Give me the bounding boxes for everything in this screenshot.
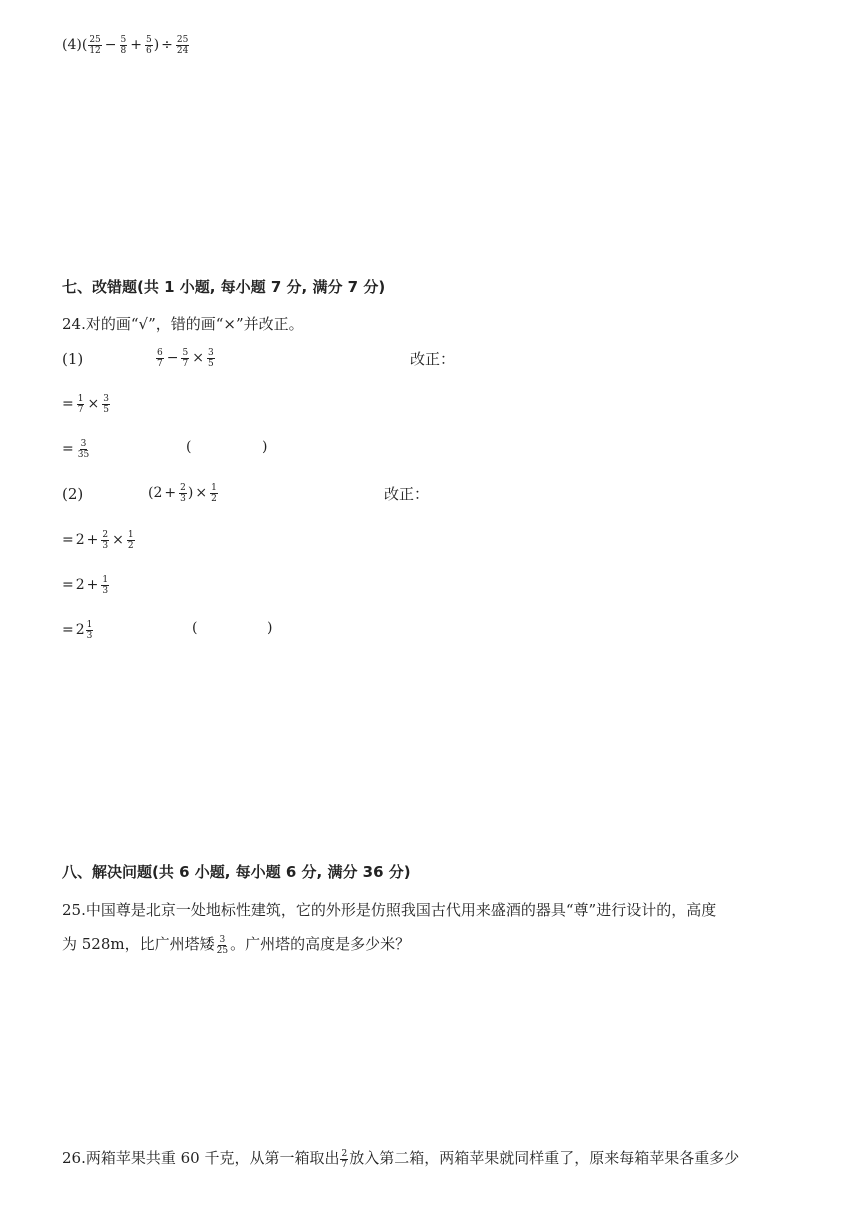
fraction: $\frac{5}{8}$ <box>120 34 127 56</box>
q24-part2-judge-open: ( <box>192 620 198 636</box>
section-7-heading: 七、改错题(共 1 小题, 每小题 7 分, 满分 7 分) <box>62 278 386 296</box>
q23-part4-label: (4) <box>62 37 82 53</box>
q24-part1-judge-open: ( <box>186 439 192 455</box>
fraction: $\frac{3}{5}$ <box>103 393 109 415</box>
q24-part2-label: (2) <box>62 485 84 503</box>
q24-part1-correction-label: 改正： <box>410 350 456 368</box>
fraction: $\frac{2}{3}$ <box>180 482 186 504</box>
fraction: $\frac{3}{35}$ <box>77 438 90 460</box>
fraction: $\frac{25}{12}$ <box>89 34 101 56</box>
fraction: $\frac{6}{7}$ <box>157 347 163 369</box>
q24-stem: 24.对的画“√”，错的画“×”并改正。 <box>62 315 304 333</box>
q24-part1-step1: = $\frac{1}{7}$ × $\frac{3}{5}$ <box>62 393 109 415</box>
q24-part1-step2: = $\frac{3}{35}$ <box>62 438 90 460</box>
q24-part2-step1: = 2 + $\frac{2}{3}$ × $\frac{1}{2}$ <box>62 529 134 551</box>
fraction: $\frac{2}{7}$ <box>341 1148 348 1170</box>
fraction: $\frac{5}{7}$ <box>182 347 189 369</box>
fraction: $\frac{25}{24}$ <box>176 34 189 56</box>
fraction: $\frac{2}{3}$ <box>102 529 109 551</box>
fraction: $\frac{1}{3}$ <box>86 619 93 641</box>
q26-line1: 26.两箱苹果共重 60 千克，从第一箱取出 $\frac{2}{7}$ 放入第二箱，两箱苹果就同样重了，原来每箱苹果各重多少 <box>62 1148 740 1170</box>
q25-line2: 为 528m，比广州塔矮 $\frac{3}{25}$ 。广州塔的高度是多少米？ <box>62 934 411 956</box>
q24-part2-judge-close: ) <box>267 620 273 636</box>
fraction: $\frac{5}{6}$ <box>145 34 152 56</box>
q23-part4-expression: (4)( $\frac{25}{12}$ − $\frac{5}{8}$ + $\frac{5}{6}$ ) ÷ $\frac{25}{24}$ <box>62 34 189 56</box>
q24-part1-label: (1) <box>62 350 84 368</box>
q24-part2-correction-label: 改正： <box>384 485 430 503</box>
fraction: $\frac{3}{25}$ <box>216 934 229 956</box>
fraction: $\frac{1}{7}$ <box>77 393 84 415</box>
q24-part1-judge-close: ) <box>262 439 268 455</box>
fraction: $\frac{3}{5}$ <box>207 347 214 369</box>
q24-part1-expression: $\frac{6}{7}$ − $\frac{5}{7}$ × $\frac{3}{5}$ <box>157 347 214 369</box>
fraction: $\frac{1}{2}$ <box>127 529 134 551</box>
section-8-heading: 八、解决问题(共 6 小题, 每小题 6 分, 满分 36 分) <box>62 863 411 881</box>
q24-part2-step2: = 2 + $\frac{1}{3}$ <box>62 574 109 596</box>
q24-part2-expression: (2 + $\frac{2}{3}$ ) × $\frac{1}{2}$ <box>148 482 217 504</box>
q24-part2-step3: = 2 $\frac{1}{3}$ <box>62 619 93 641</box>
q25-line1: 25.中国尊是北京一处地标性建筑，它的外形是仿照我国古代用来盛酒的器具“尊”进行设计的，高度 <box>62 901 717 919</box>
fraction: $\frac{1}{3}$ <box>102 574 109 596</box>
fraction: $\frac{1}{2}$ <box>211 482 217 504</box>
